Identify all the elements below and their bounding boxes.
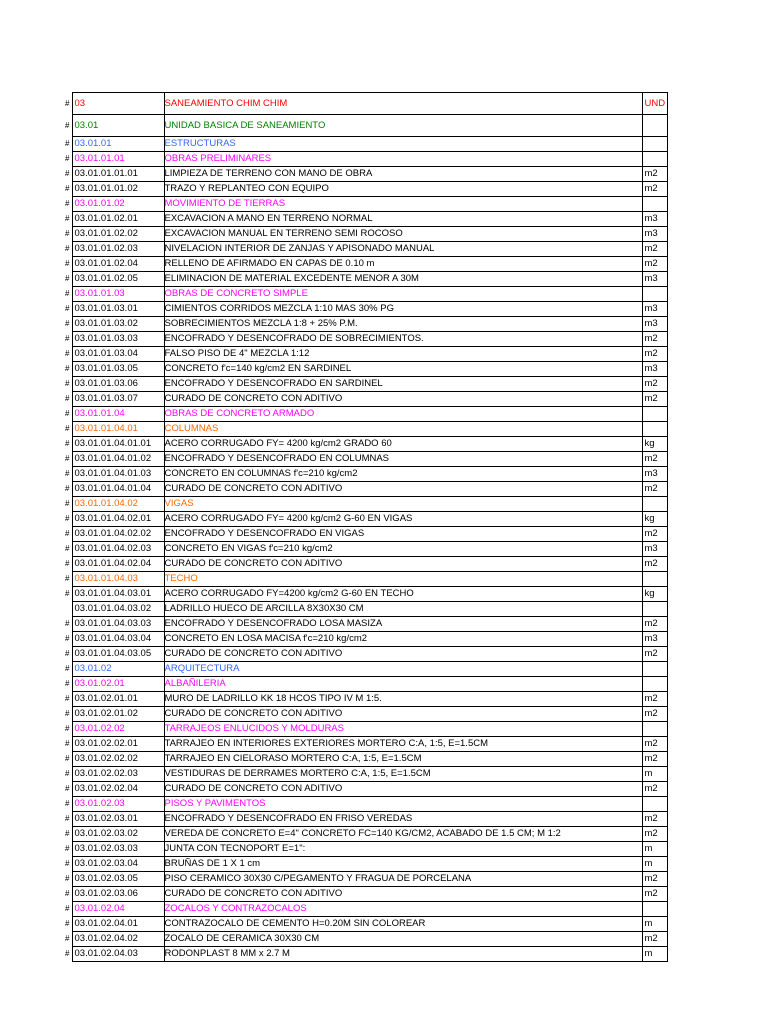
table-row bbox=[62, 302, 667, 317]
item-code-cell: 03.01.02.04.03 bbox=[72, 947, 164, 962]
table-row bbox=[62, 797, 667, 812]
row-marker: # bbox=[65, 424, 70, 433]
row-marker: # bbox=[65, 154, 70, 163]
table-row bbox=[62, 182, 667, 197]
table-row bbox=[62, 932, 667, 947]
item-unit-cell: m2 bbox=[642, 647, 667, 662]
table-row bbox=[62, 767, 667, 782]
item-unit-cell: m2 bbox=[642, 737, 667, 752]
item-code-cell: 03.01.02.03.03 bbox=[72, 842, 164, 857]
item-unit-cell: m2 bbox=[642, 812, 667, 827]
row-marker: # bbox=[65, 274, 70, 283]
row-marker: # bbox=[65, 454, 70, 463]
table-row bbox=[62, 392, 667, 407]
row-marker: # bbox=[65, 289, 70, 298]
item-description-cell: ENCOFRADO Y DESENCOFRADO EN VIGAS bbox=[164, 527, 642, 542]
item-unit-cell: m2 bbox=[642, 887, 667, 902]
row-marker: # bbox=[65, 184, 70, 193]
row-marker: # bbox=[65, 679, 70, 688]
item-unit-cell bbox=[642, 115, 667, 137]
budget-table bbox=[62, 92, 668, 962]
item-code-cell: 03.01.02.02.02 bbox=[72, 752, 164, 767]
item-code-cell: 03.01.01.04.02.01 bbox=[72, 512, 164, 527]
item-unit-cell: m2 bbox=[642, 332, 667, 347]
item-description-cell: LADRILLO HUECO DE ARCILLA 8X30X30 CM bbox=[164, 602, 642, 617]
row-marker: # bbox=[65, 120, 70, 130]
table-row bbox=[62, 632, 667, 647]
item-code-cell: 03.01.01.03.02 bbox=[72, 317, 164, 332]
table-row bbox=[62, 197, 667, 212]
item-description-cell: PISO CERAMICO 30X30 C/PEGAMENTO Y FRAGUA DE PORCELANA bbox=[164, 872, 642, 887]
item-code-cell: 03.01.02.04 bbox=[72, 902, 164, 917]
item-code-cell: 03.01.01.03.07 bbox=[72, 392, 164, 407]
table-row bbox=[62, 377, 667, 392]
item-code-cell: 03.01.02.03.06 bbox=[72, 887, 164, 902]
table-row bbox=[62, 452, 667, 467]
item-unit-cell: m2 bbox=[642, 527, 667, 542]
item-unit-cell: kg bbox=[642, 437, 667, 452]
item-description-cell: LIMPIEZA DE TERRENO CON MANO DE OBRA bbox=[164, 167, 642, 182]
item-description-cell: COLUMNAS bbox=[164, 422, 642, 437]
item-unit-cell: m2 bbox=[642, 692, 667, 707]
item-code-cell: 03.01.01.04 bbox=[72, 407, 164, 422]
item-description-cell: CIMIENTOS CORRIDOS MEZCLA 1:10 MAS 30% PG bbox=[164, 302, 642, 317]
row-marker: # bbox=[65, 769, 70, 778]
item-code-cell: 03.01.02 bbox=[72, 662, 164, 677]
table-row bbox=[62, 587, 667, 602]
item-description-cell: VIGAS bbox=[164, 497, 642, 512]
item-code-cell: 03.01.02.01.01 bbox=[72, 692, 164, 707]
row-marker: # bbox=[65, 829, 70, 838]
row-marker: # bbox=[65, 844, 70, 853]
item-unit-cell: m bbox=[642, 947, 667, 962]
table-row bbox=[62, 362, 667, 377]
table-row bbox=[62, 527, 667, 542]
item-description-cell: ZOCALOS Y CONTRAZOCALOS bbox=[164, 902, 642, 917]
item-code-cell: 03.01.01.04.03.05 bbox=[72, 647, 164, 662]
table-row bbox=[62, 557, 667, 572]
item-description-cell: CURADO DE CONCRETO CON ADITIVO bbox=[164, 482, 642, 497]
item-unit-cell: kg bbox=[642, 512, 667, 527]
row-marker: # bbox=[65, 814, 70, 823]
item-description-cell: OBRAS DE CONCRETO SIMPLE bbox=[164, 287, 642, 302]
item-unit-cell: UND bbox=[642, 93, 667, 115]
item-unit-cell bbox=[642, 152, 667, 167]
item-description-cell: CURADO DE CONCRETO CON ADITIVO bbox=[164, 392, 642, 407]
item-code-cell: 03.01.02.02 bbox=[72, 722, 164, 737]
item-description-cell: CONCRETO EN VIGAS f'c=210 kg/cm2 bbox=[164, 542, 642, 557]
item-unit-cell: m2 bbox=[642, 452, 667, 467]
item-unit-cell: m2 bbox=[642, 182, 667, 197]
row-marker: # bbox=[65, 724, 70, 733]
item-unit-cell bbox=[642, 677, 667, 692]
item-description-cell: CURADO DE CONCRETO CON ADITIVO bbox=[164, 557, 642, 572]
row-marker: # bbox=[65, 634, 70, 643]
item-code-cell: 03.01.01.04.02.03 bbox=[72, 542, 164, 557]
table-row bbox=[62, 497, 667, 512]
row-marker: # bbox=[65, 904, 70, 913]
item-code-cell: 03.01.02.03.01 bbox=[72, 812, 164, 827]
item-description-cell: ALBAÑILERIA bbox=[164, 677, 642, 692]
row-marker: # bbox=[65, 169, 70, 178]
item-unit-cell bbox=[642, 287, 667, 302]
item-description-cell: ESTRUCTURAS bbox=[164, 137, 642, 152]
item-code-cell: 03.01 bbox=[72, 115, 164, 137]
item-description-cell: MOVIMIENTO DE TIERRAS bbox=[164, 197, 642, 212]
row-marker: # bbox=[65, 139, 70, 148]
item-description-cell: VEREDA DE CONCRETO E=4" CONCRETO FC=140 KG/CM2, ACABADO DE 1.5 CM; M 1:2 bbox=[164, 827, 642, 842]
item-unit-cell: m2 bbox=[642, 377, 667, 392]
item-code-cell: 03.01.02.02.04 bbox=[72, 782, 164, 797]
item-unit-cell: m3 bbox=[642, 317, 667, 332]
table-row bbox=[62, 437, 667, 452]
item-unit-cell bbox=[642, 722, 667, 737]
table-row bbox=[62, 677, 667, 692]
item-unit-cell: m3 bbox=[642, 632, 667, 647]
item-code-cell: 03.01.01.01.02 bbox=[72, 182, 164, 197]
item-unit-cell: m3 bbox=[642, 467, 667, 482]
item-code-cell: 03.01.02.03 bbox=[72, 797, 164, 812]
row-marker: # bbox=[65, 709, 70, 718]
item-description-cell: VESTIDURAS DE DERRAMES MORTERO C:A, 1:5, E=1.5CM bbox=[164, 767, 642, 782]
item-unit-cell: m2 bbox=[642, 392, 667, 407]
table-row bbox=[62, 602, 667, 617]
item-unit-cell: m2 bbox=[642, 872, 667, 887]
table-row bbox=[62, 257, 667, 272]
table-row bbox=[62, 857, 667, 872]
row-marker: # bbox=[65, 349, 70, 358]
item-code-cell: 03.01.01.03.01 bbox=[72, 302, 164, 317]
item-code-cell: 03 bbox=[72, 93, 164, 115]
item-description-cell: CONTRAZOCALO DE CEMENTO H=0.20M SIN COLOREAR bbox=[164, 917, 642, 932]
item-unit-cell: m2 bbox=[642, 242, 667, 257]
table-row bbox=[62, 482, 667, 497]
table-row bbox=[62, 947, 667, 962]
item-code-cell: 03.01.01.04.01 bbox=[72, 422, 164, 437]
row-marker: # bbox=[65, 394, 70, 403]
table-row bbox=[62, 93, 667, 115]
item-unit-cell bbox=[642, 797, 667, 812]
row-marker: # bbox=[65, 799, 70, 808]
item-unit-cell: m2 bbox=[642, 482, 667, 497]
table-row bbox=[62, 115, 667, 137]
row-marker: # bbox=[65, 919, 70, 928]
item-description-cell: ENCOFRADO Y DESENCOFRADO EN COLUMNAS bbox=[164, 452, 642, 467]
item-unit-cell: m bbox=[642, 917, 667, 932]
item-unit-cell bbox=[642, 422, 667, 437]
item-unit-cell bbox=[642, 572, 667, 587]
item-code-cell: 03.01.01 bbox=[72, 137, 164, 152]
item-code-cell: 03.01.01.02.04 bbox=[72, 257, 164, 272]
table-row bbox=[62, 722, 667, 737]
item-code-cell: 03.01.01.02.05 bbox=[72, 272, 164, 287]
item-description-cell: EXCAVACION MANUAL EN TERRENO SEMI ROCOSO bbox=[164, 227, 642, 242]
item-code-cell: 03.01.02.02.01 bbox=[72, 737, 164, 752]
table-row bbox=[62, 647, 667, 662]
item-description-cell: CONCRETO EN COLUMNAS f'c=210 kg/cm2 bbox=[164, 467, 642, 482]
table-row bbox=[62, 752, 667, 767]
table-row bbox=[62, 662, 667, 677]
item-unit-cell bbox=[642, 197, 667, 212]
item-code-cell: 03.01.02.04.02 bbox=[72, 932, 164, 947]
item-description-cell: OBRAS DE CONCRETO ARMADO bbox=[164, 407, 642, 422]
item-description-cell: TARRAJEO EN INTERIORES EXTERIORES MORTERO C:A, 1:5, E=1.5CM bbox=[164, 737, 642, 752]
item-code-cell: 03.01.01.04.01.02 bbox=[72, 452, 164, 467]
item-description-cell: CURADO DE CONCRETO CON ADITIVO bbox=[164, 647, 642, 662]
item-description-cell: CURADO DE CONCRETO CON ADITIVO bbox=[164, 782, 642, 797]
item-description-cell: OBRAS PRELIMINARES bbox=[164, 152, 642, 167]
item-code-cell: 03.01.01.02 bbox=[72, 197, 164, 212]
item-unit-cell bbox=[642, 662, 667, 677]
item-unit-cell: m3 bbox=[642, 212, 667, 227]
item-description-cell: ACERO CORRUGADO FY=4200 kg/cm2 G-60 EN TECHO bbox=[164, 587, 642, 602]
table-row bbox=[62, 782, 667, 797]
table-row bbox=[62, 692, 667, 707]
item-unit-cell: m3 bbox=[642, 272, 667, 287]
item-code-cell: 03.01.01.04.03.04 bbox=[72, 632, 164, 647]
row-marker: # bbox=[65, 559, 70, 568]
table-row bbox=[62, 542, 667, 557]
item-description-cell: CONCRETO f'c=140 kg/cm2 EN SARDINEL bbox=[164, 362, 642, 377]
item-description-cell: RELLENO DE AFIRMADO EN CAPAS DE 0.10 m bbox=[164, 257, 642, 272]
item-code-cell: 03.01.02.03.02 bbox=[72, 827, 164, 842]
row-marker: # bbox=[65, 499, 70, 508]
item-description-cell: ARQUITECTURA bbox=[164, 662, 642, 677]
item-code-cell: 03.01.01.04.02.02 bbox=[72, 527, 164, 542]
table-row bbox=[62, 917, 667, 932]
item-code-cell: 03.01.02.03.05 bbox=[72, 872, 164, 887]
item-description-cell: PISOS Y PAVIMENTOS bbox=[164, 797, 642, 812]
item-description-cell: TARRAJEOS ENLUCIDOS Y MOLDURAS bbox=[164, 722, 642, 737]
item-unit-cell: m2 bbox=[642, 257, 667, 272]
item-description-cell: FALSO PISO DE 4" MEZCLA 1:12 bbox=[164, 347, 642, 362]
row-marker: # bbox=[65, 379, 70, 388]
table-row bbox=[62, 242, 667, 257]
item-code-cell: 03.01.01.03.04 bbox=[72, 347, 164, 362]
item-description-cell: MURO DE LADRILLO KK 18 HCOS TIPO IV M 1:5. bbox=[164, 692, 642, 707]
table-row bbox=[62, 887, 667, 902]
item-code-cell: 03.01.01.04.03.02 bbox=[72, 602, 164, 617]
table-row bbox=[62, 422, 667, 437]
row-marker bbox=[62, 602, 72, 617]
item-description-cell: SOBRECIMIENTOS MEZCLA 1:8 + 25% P.M. bbox=[164, 317, 642, 332]
item-unit-cell: m3 bbox=[642, 302, 667, 317]
table-row bbox=[62, 827, 667, 842]
table-row bbox=[62, 137, 667, 152]
item-code-cell: 03.01.01.04.01.03 bbox=[72, 467, 164, 482]
item-code-cell: 03.01.01.03.03 bbox=[72, 332, 164, 347]
table-row bbox=[62, 152, 667, 167]
item-code-cell: 03.01.01.02.02 bbox=[72, 227, 164, 242]
row-marker: # bbox=[65, 859, 70, 868]
row-marker: # bbox=[65, 334, 70, 343]
item-unit-cell: m2 bbox=[642, 167, 667, 182]
item-unit-cell: m bbox=[642, 767, 667, 782]
table-row bbox=[62, 407, 667, 422]
item-unit-cell bbox=[642, 902, 667, 917]
item-code-cell: 03.01.01.04.03 bbox=[72, 572, 164, 587]
item-description-cell: ZOCALO DE CERAMICA 30X30 CM bbox=[164, 932, 642, 947]
row-marker: # bbox=[65, 544, 70, 553]
item-unit-cell: m2 bbox=[642, 752, 667, 767]
row-marker: # bbox=[65, 484, 70, 493]
item-code-cell: 03.01.01.04.03.03 bbox=[72, 617, 164, 632]
item-description-cell: ENCOFRADO Y DESENCOFRADO DE SOBRECIMIENTOS. bbox=[164, 332, 642, 347]
row-marker: # bbox=[65, 259, 70, 268]
row-marker: # bbox=[65, 439, 70, 448]
table-row bbox=[62, 347, 667, 362]
row-marker: # bbox=[65, 589, 70, 598]
item-description-cell: CURADO DE CONCRETO CON ADITIVO bbox=[164, 887, 642, 902]
table-row bbox=[62, 332, 667, 347]
item-unit-cell: m2 bbox=[642, 707, 667, 722]
item-description-cell: CONCRETO EN LOSA MACISA f'c=210 kg/cm2 bbox=[164, 632, 642, 647]
item-code-cell: 03.01.02.01 bbox=[72, 677, 164, 692]
item-code-cell: 03.01.01.03.06 bbox=[72, 377, 164, 392]
item-code-cell: 03.01.02.02.03 bbox=[72, 767, 164, 782]
row-marker: # bbox=[65, 199, 70, 208]
item-description-cell: JUNTA CON TECNOPORT E=1": bbox=[164, 842, 642, 857]
row-marker: # bbox=[65, 874, 70, 883]
row-marker: # bbox=[65, 784, 70, 793]
table-row bbox=[62, 617, 667, 632]
item-description-cell: SANEAMIENTO CHIM CHIM bbox=[164, 93, 642, 115]
item-description-cell: ENCOFRADO Y DESENCOFRADO EN SARDINEL bbox=[164, 377, 642, 392]
item-unit-cell bbox=[642, 407, 667, 422]
budget-table-body bbox=[62, 93, 667, 962]
row-marker: # bbox=[65, 529, 70, 538]
item-code-cell: 03.01.02.03.04 bbox=[72, 857, 164, 872]
item-description-cell: RODONPLAST 8 MM x 2.7 M bbox=[164, 947, 642, 962]
table-row bbox=[62, 227, 667, 242]
table-row bbox=[62, 167, 667, 182]
row-marker: # bbox=[65, 98, 70, 108]
row-marker: # bbox=[65, 889, 70, 898]
item-unit-cell bbox=[642, 497, 667, 512]
row-marker: # bbox=[65, 934, 70, 943]
item-unit-cell: m bbox=[642, 842, 667, 857]
item-description-cell: BRUÑAS DE 1 X 1 cm bbox=[164, 857, 642, 872]
row-marker: # bbox=[65, 514, 70, 523]
item-code-cell: 03.01.01.04.03.01 bbox=[72, 587, 164, 602]
item-unit-cell: m2 bbox=[642, 617, 667, 632]
row-marker: # bbox=[65, 319, 70, 328]
row-marker: # bbox=[65, 574, 70, 583]
table-row bbox=[62, 737, 667, 752]
table-row bbox=[62, 707, 667, 722]
item-code-cell: 03.01.01.04.02 bbox=[72, 497, 164, 512]
item-unit-cell: m3 bbox=[642, 362, 667, 377]
item-unit-cell: m2 bbox=[642, 827, 667, 842]
row-marker: # bbox=[65, 754, 70, 763]
item-description-cell: NIVELACION INTERIOR DE ZANJAS Y APISONADO MANUAL bbox=[164, 242, 642, 257]
row-marker: # bbox=[65, 409, 70, 418]
item-code-cell: 03.01.01.04.01.04 bbox=[72, 482, 164, 497]
item-code-cell: 03.01.01.01.01 bbox=[72, 167, 164, 182]
item-code-cell: 03.01.01.03 bbox=[72, 287, 164, 302]
item-description-cell: TRAZO Y REPLANTEO CON EQUIPO bbox=[164, 182, 642, 197]
item-unit-cell: m3 bbox=[642, 542, 667, 557]
item-unit-cell bbox=[642, 137, 667, 152]
row-marker: # bbox=[65, 469, 70, 478]
table-row bbox=[62, 812, 667, 827]
item-description-cell: ACERO CORRUGADO FY= 4200 kg/cm2 GRADO 60 bbox=[164, 437, 642, 452]
item-description-cell: TECHO bbox=[164, 572, 642, 587]
table-row bbox=[62, 572, 667, 587]
item-code-cell: 03.01.01.04.01.01 bbox=[72, 437, 164, 452]
item-unit-cell: m bbox=[642, 857, 667, 872]
table-row bbox=[62, 902, 667, 917]
row-marker: # bbox=[65, 649, 70, 658]
row-marker: # bbox=[65, 739, 70, 748]
item-unit-cell: m3 bbox=[642, 227, 667, 242]
item-unit-cell bbox=[642, 602, 667, 617]
item-description-cell: ACERO CORRUGADO FY= 4200 kg/cm2 G-60 EN VIGAS bbox=[164, 512, 642, 527]
item-code-cell: 03.01.01.02.01 bbox=[72, 212, 164, 227]
item-code-cell: 03.01.02.01.02 bbox=[72, 707, 164, 722]
item-unit-cell: m2 bbox=[642, 932, 667, 947]
row-marker: # bbox=[65, 304, 70, 313]
item-unit-cell: m2 bbox=[642, 557, 667, 572]
row-marker: # bbox=[65, 364, 70, 373]
table-row bbox=[62, 317, 667, 332]
item-description-cell: CURADO DE CONCRETO CON ADITIVO bbox=[164, 707, 642, 722]
table-row bbox=[62, 212, 667, 227]
row-marker: # bbox=[65, 214, 70, 223]
table-row bbox=[62, 467, 667, 482]
row-marker: # bbox=[65, 664, 70, 673]
table-row bbox=[62, 272, 667, 287]
table-row bbox=[62, 512, 667, 527]
item-unit-cell: m2 bbox=[642, 782, 667, 797]
item-description-cell: ENCOFRADO Y DESENCOFRADO EN FRISO VEREDAS bbox=[164, 812, 642, 827]
row-marker: # bbox=[65, 949, 70, 958]
item-code-cell: 03.01.02.04.01 bbox=[72, 917, 164, 932]
item-code-cell: 03.01.01.03.05 bbox=[72, 362, 164, 377]
item-unit-cell: m2 bbox=[642, 347, 667, 362]
table-row bbox=[62, 842, 667, 857]
row-marker: # bbox=[65, 229, 70, 238]
item-description-cell: ENCOFRADO Y DESENCOFRADO LOSA MASIZA bbox=[164, 617, 642, 632]
row-marker: # bbox=[65, 619, 70, 628]
item-description-cell: ELIMINACION DE MATERIAL EXCEDENTE MENOR A 30M bbox=[164, 272, 642, 287]
item-code-cell: 03.01.01.02.03 bbox=[72, 242, 164, 257]
table-row bbox=[62, 872, 667, 887]
item-unit-cell: kg bbox=[642, 587, 667, 602]
row-marker: # bbox=[65, 244, 70, 253]
item-code-cell: 03.01.01.04.02.04 bbox=[72, 557, 164, 572]
item-description-cell: UNIDAD BASICA DE SANEAMIENTO bbox=[164, 115, 642, 137]
item-description-cell: EXCAVACION A MANO EN TERRENO NORMAL bbox=[164, 212, 642, 227]
row-marker: # bbox=[65, 694, 70, 703]
item-code-cell: 03.01.01.01 bbox=[72, 152, 164, 167]
item-description-cell: TARRAJEO EN CIELORASO MORTERO C:A, 1:5, E=1.5CM bbox=[164, 752, 642, 767]
table-row bbox=[62, 287, 667, 302]
